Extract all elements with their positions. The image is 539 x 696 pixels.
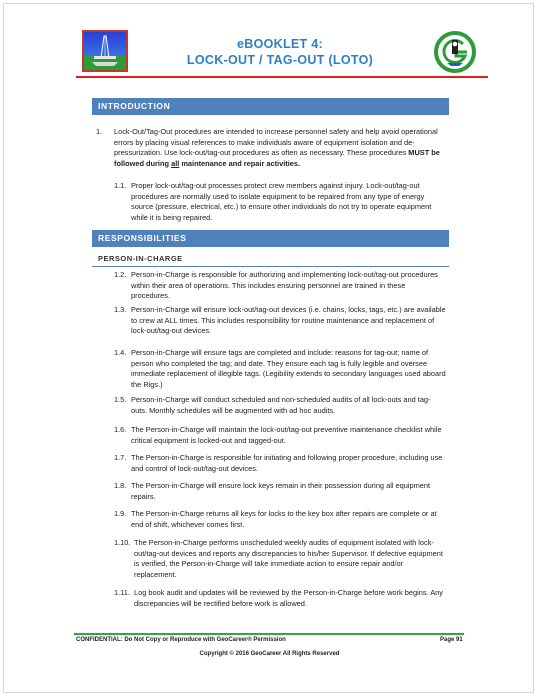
- list-item: [114, 395, 446, 416]
- list-item: [114, 538, 446, 580]
- item-number: 1.: [96, 127, 103, 136]
- item-text: Log book audit and updates will be reviewed by the Person-in-Charge before work begins. Any discrepancies will be rectified before work is allowed.: [134, 588, 443, 608]
- geocareer-logo-icon: [433, 30, 477, 74]
- oil-rig-logo-icon: [82, 30, 128, 72]
- item-text: Person-in-Charge is responsible for authorizing and implementing lock-out/tag-out procedures within their area of operations. This includes ensuring personnel are trained in these procedures.: [131, 270, 438, 301]
- item-text: Person-in-Charge will conduct scheduled and non-scheduled audits of all lock-outs and tag-outs. Monthly schedules will be augmented with ad hoc audits.: [131, 395, 431, 415]
- item-number: 1.6.: [114, 425, 127, 434]
- item-number: 1.9.: [114, 509, 127, 518]
- item-text: The Person-in-Charge returns all keys for locks to the key box after repairs are complete or at end of shift, whichever comes first.: [131, 509, 437, 529]
- item-text: The Person-in-Charge performs unscheduled weekly audits of equipment isolated with lock-out/tag-out devices and reports any discrepancies to his/her Supervisor. If defective equipment is verified, the Person-in-Charge will take immediate action to ensure repair and/or replacement.: [134, 538, 443, 579]
- item-number: 1.1.: [114, 181, 127, 190]
- subheading-person-in-charge: PERSON-IN-CHARGE: [98, 254, 183, 263]
- footer-copyright: Copyright © 2016 GeoCareer All Rights Reserved: [199, 651, 340, 657]
- item-text: The Person-in-Charge will maintain the lock-out/tag-out preventive maintenance checklist while critical equipment is locked-out and tagged-out.: [131, 425, 442, 445]
- list-item: [114, 305, 446, 337]
- list-item: [114, 588, 446, 609]
- list-item: [114, 348, 446, 390]
- list-item: [114, 270, 446, 302]
- item-text: The Person-in-Charge is responsible for initiating and following proper procedure, including use and control of lock-out/tag-out devices.: [131, 453, 443, 473]
- item-number: 1.4.: [114, 348, 127, 357]
- item-number: 1.11.: [114, 588, 130, 597]
- item-number: 1.10.: [114, 538, 131, 547]
- list-item: [114, 453, 446, 474]
- list-item: [114, 425, 446, 446]
- item-text: Person-in-Charge will ensure tags are completed and include: reasons for tag-out; name of person who completed the tag; and date. They ensure each tag is fully legible and oversee immediate replacement of illegible tags. (Legibility extends to secondary languages used aboard the Rigs.): [131, 348, 446, 389]
- footer-divider: [74, 633, 464, 635]
- list-item: 1. Lock-Out/Tag-Out procedures are intended to increase personnel safety and help avoid operational errors by placing visual references to make individuals aware of equipment isolation and de-pressurization. Use lock-out/tag-out procedures as often as necessary. These procedures MUST be followed during all maintenance and repair activities.: [96, 127, 440, 168]
- header-divider: [76, 76, 488, 78]
- item-text: Proper lock-out/tag-out processes protect crew members against injury. Lock-out/tag-out procedures are normally used to isolate equipment to be repaired from any type of energy source (pressure, electrical, etc.) to ensure other individuals do not try to operate equipment while it is being repaired.: [131, 181, 432, 222]
- item-number: 1.3.: [114, 305, 127, 314]
- item-number: 1.7.: [114, 453, 127, 462]
- item-text: Lock-Out/Tag-Out procedures are intended to increase personnel safety and help avoid operational errors by placing visual references to make individuals aware of equipment isolation and de-pressurization. Use lock-out/tag-out procedures as often as necessary. These procedures: [114, 127, 438, 158]
- item-number: 1.5.: [114, 395, 127, 404]
- page-title: eBOOKLET 4: LOCK-OUT / TAG-OUT (LOTO): [186, 37, 374, 67]
- footer-page-number: Page 91: [440, 637, 463, 643]
- item-text: Person-in-Charge will ensure lock-out/tag-out devices (i.e. chains, locks, tags, etc.) are available to crew at ALL times. This includes responsibility for routine maintenance and replacement of lock-out/tag-out devices.: [131, 305, 446, 336]
- list-item: [114, 181, 446, 223]
- footer-confidential: CONFIDENTIAL: Do Not Copy or Reproduce with GeoCareer® Permission: [76, 637, 286, 643]
- subheading-rule: [92, 266, 449, 267]
- list-item: [114, 509, 446, 530]
- item-text: The Person-in-Charge will ensure lock keys remain in their possession during all equipment repairs.: [131, 481, 431, 501]
- item-number: 1.2.: [114, 270, 127, 279]
- item-number: 1.8.: [114, 481, 127, 490]
- list-item: [114, 481, 446, 502]
- section-heading-introduction: INTRODUCTION: [92, 98, 449, 115]
- section-heading-responsibilities: RESPONSIBILITIES: [92, 230, 449, 247]
